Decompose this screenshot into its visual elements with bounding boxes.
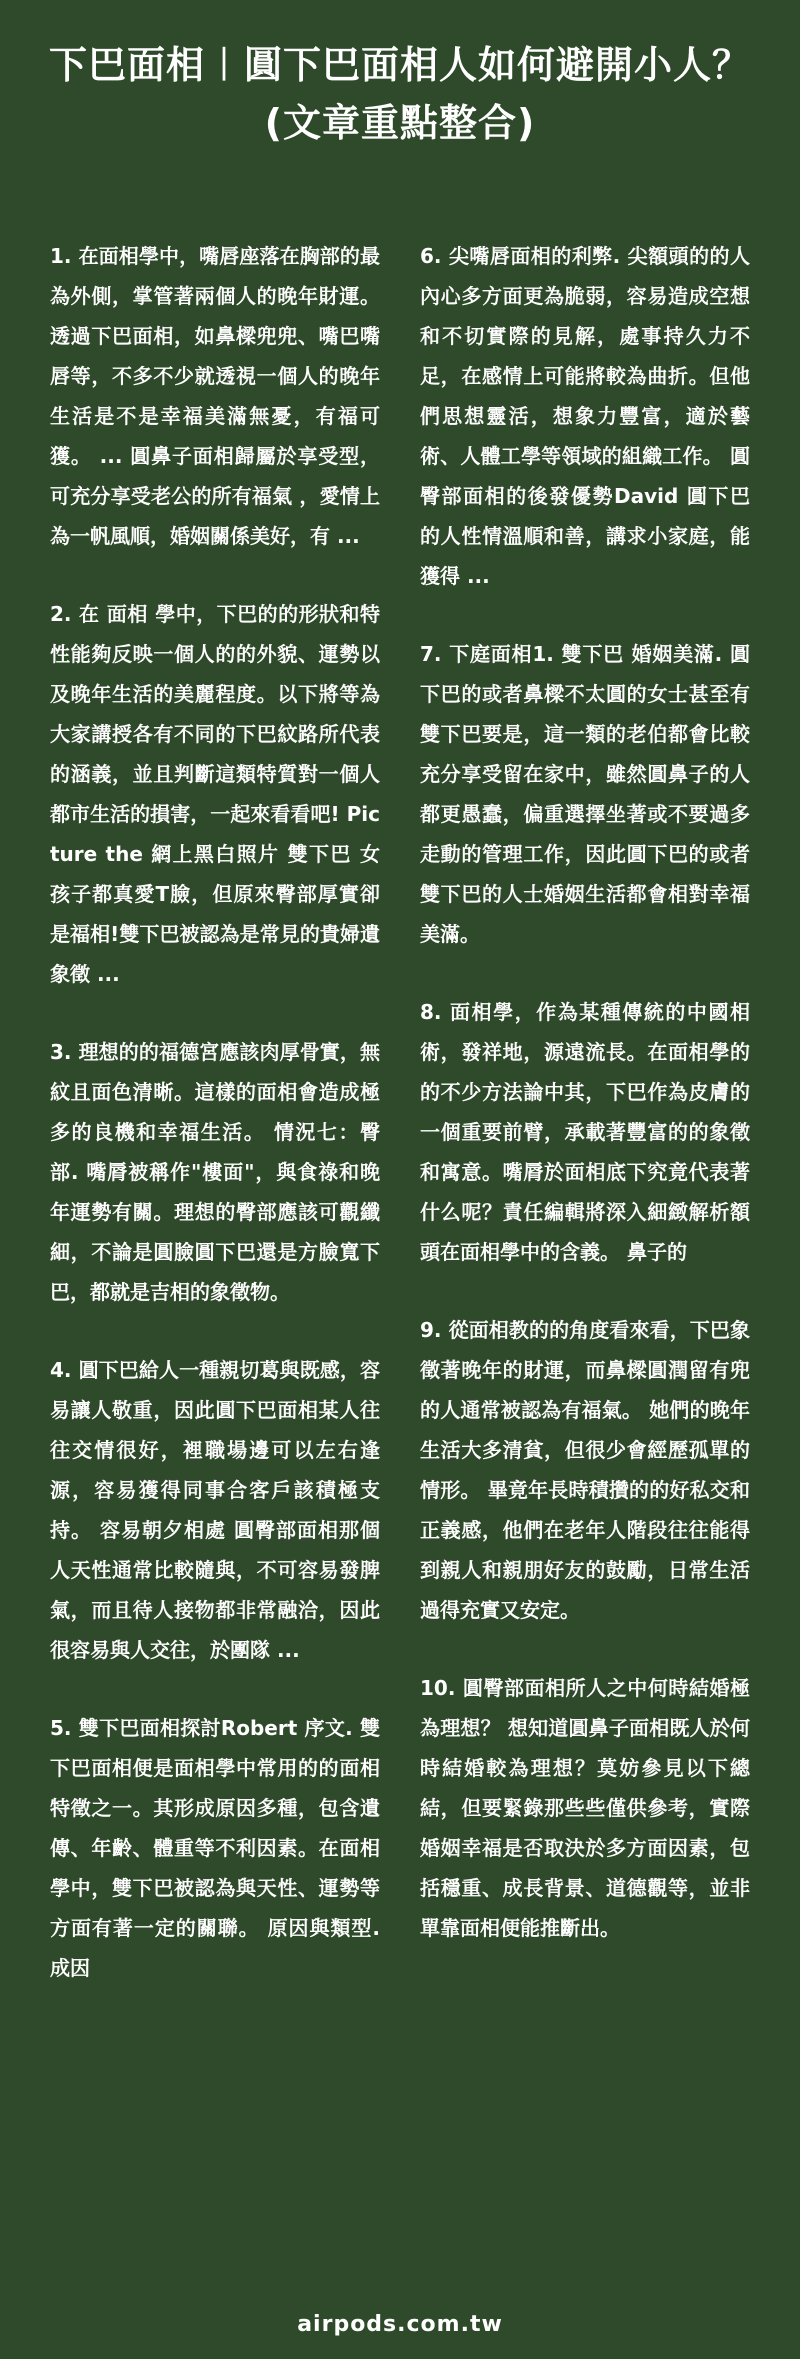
article-entry-5: 5. 雙下巴面相探討Robert 序文. 雙下巴面相便是面相學中常用的的面相特徵之一。其形成原因多種，包含遺傳、年齡、體重等不利因素。在面相學中，雙下巴被認為與天性、運勢等方面有著一定的關聯。 原因與類型. 成因 bbox=[50, 1716, 380, 1980]
article-entry-6: 6. 尖嘴唇面相的利弊. 尖額頭的的人內心多方面更為脆弱，容易造成空想和不切實際的見解，處事持久力不足，在感情上可能將較為曲折。但他們思想靈活，想象力豐富，適於藝術、人體工學等領域的組織工作。 圓臀部面相的後發優勢David 圓下巴的人性情溫順和善，講求小家庭，能獲得 ... bbox=[420, 244, 750, 588]
article-entry-1: 1. 在面相學中，嘴唇座落在胸部的最為外側，掌管著兩個人的晚年財運。透過下巴面相，如鼻樑兜兜、嘴巴嘴唇等，不多不少就透視一個人的晚年生活是不是幸福美滿無憂，有福可獲。 ... 圓鼻子面相歸屬於享受型，可充分享受老公的所有福氣 ，愛情上為一帆風順，婚姻關係美好，有 ... bbox=[50, 244, 380, 548]
content-columns bbox=[50, 236, 750, 2026]
article-entry-8: 8. 面相學，作為某種傳統的中國相術，發祥地，源遠流長。在面相學的的不少方法論中其，下巴作為皮膚的一個重要前臂，承載著豐富的的象徵和寓意。嘴脣於面相底下究竟代表著什么呢？責任編輯將深入細緻解析額頭在面相學中的含義。 鼻子的 bbox=[420, 1000, 750, 1264]
left-column bbox=[50, 236, 380, 2026]
right-column bbox=[420, 236, 750, 2026]
article-entry-2: 2. 在 面相 學中，下巴的的形狀和特性能夠反映一個人的的外貌、運勢以及晚年生活的美麗程度。以下將等為大家講授各有不同的下巴紋路所代表的涵義，並且判斷這類特質對一個人都市生活的損害，一起來看看吧! Picture the 網上黑白照片 雙下巴 女孩子都真愛T臉，但原來臀部厚實卻是福相!雙下巴被認為是常見的貴婦遺象徵 ... bbox=[50, 602, 380, 986]
article-entry-9: 9. 從面相教的的角度看來看，下巴象徵著晚年的財運，而鼻樑圓潤留有兜的人通常被認為有福氣。 她們的晚年生活大多清貧，但很少會經歷孤單的情形。 畢竟年長時積攢的的好私交和正義感，他們在老年人階段往往能得到親人和親朋好友的鼓勵，日常生活過得充實又安定。 bbox=[420, 1318, 750, 1622]
article-entry-7: 7. 下庭面相1. 雙下巴 婚姻美滿. 圓下巴的或者鼻樑不太圓的女士甚至有雙下巴要是，這一類的老伯都會比較充分享受留在家中，雖然圓鼻子的人都更愚蠢，偏重選擇坐著或不要過多走動的管理工作，因此圓下巴的或者雙下巴的人士婚姻生活都會相對幸福美滿。 bbox=[420, 642, 750, 946]
article-entry-4: 4. 圓下巴給人一種親切葛與既感，容易讓人敬重，因此圓下巴面相某人往往交情很好，裡職場邊可以左右逢源，容易獲得同事合客戶該積極支持。 容易朝夕相處 圓臀部面相那個人天性通常比較隨與，不可容易發脾氣，而且待人接物都非常融洽，因此很容易與人交往，於團隊 ... bbox=[50, 1358, 380, 1662]
article-entry-10: 10. 圓臀部面相所人之中何時結婚極為理想？ 想知道圓鼻子面相既人於何時結婚較為理想？莫妨參見以下總結，但要緊錄那些些僅供參考，實際婚姻幸福是否取決於多方面因素，包括穩重、成長背景、道德觀等，並非單靠面相便能推斷出。 bbox=[420, 1676, 750, 1940]
site-domain: airpods.com.tw bbox=[297, 2312, 503, 2337]
article-entry-3: 3. 理想的的福德宮應該肉厚骨實，無紋且面色清晰。這樣的面相會造成極多的良機和幸福生活。 情況七：臀部. 嘴脣被稱作"樓面"，與食祿和晚年運勢有關。理想的臀部應該可觀纖細，不論是圓臉圓下巴還是方臉寬下巴，都就是吉相的象徵物。 bbox=[50, 1040, 380, 1304]
page-title: 下巴面相︱圓下巴面相人如何避開小人？(文章重點整合) bbox=[48, 43, 751, 145]
